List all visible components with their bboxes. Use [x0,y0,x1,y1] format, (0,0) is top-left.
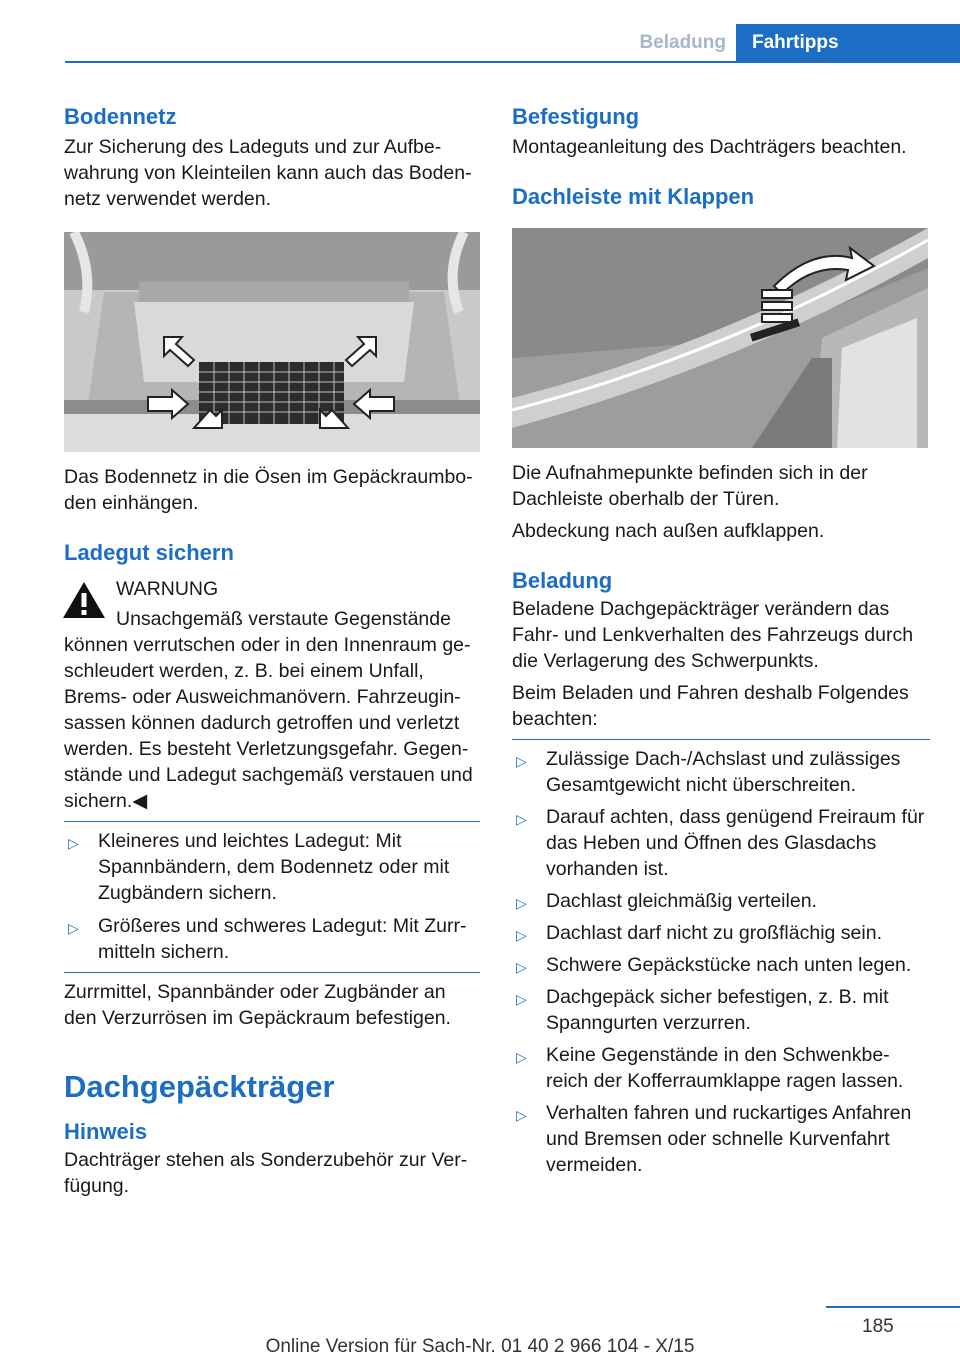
list-item: ▷ Dachlast gleichmäßig verteilen. [512,888,930,914]
heading-dachgepaecktraeger: Dachgepäckträger [64,1069,335,1104]
page-number: 185 [862,1316,894,1337]
triangle-bullet-icon: ▷ [516,991,527,1007]
paragraph-zurrmittel: Zurrmittel, Spannbänder oder Zugbänder an den Verzurrösen im Gepäckraum befestigen. [64,981,451,1029]
list-item: ▷ Größeres und schweres Ladegut: Mit Zurr-mitteln sichern. [68,915,467,963]
heading-ladegut-sichern: Ladegut sichern [64,540,234,565]
list-item: ▷ Schwere Gepäckstücke nach unten legen. [512,952,930,978]
warning-text-rest: können verrutschen oder in den Innenraum ge-schleudert werden, z. B. bei einem Unfall, Brems- oder Ausweichmanövern. Fahrzeugin-sassen können dadurch getroffen und verletzt werden. Es besteht Verletzungsgefahr. Gegen-stände und Ladegut sachgemäß verstauen und sichern.◀ [64,634,473,812]
right-column [512,102,930,1178]
triangle-bullet-icon: ▷ [516,753,527,769]
warning-title: WARNUNG [116,578,219,600]
heading-dachleiste: Dachleiste mit Klappen [512,184,755,209]
footer-online-version: Online Version für Sach-Nr. 01 40 2 966 104 - X/15 [265,1336,695,1357]
triangle-bullet-icon: ▷ [68,835,79,851]
list-item: ▷ Darauf achten, dass genügend Freiraum für das Heben und Öffnen des Glasdachs vorhanden ist. [516,806,925,880]
paragraph-beladung-1: Beladene Dachgepäckträger verändern das Fahr- und Lenkverhalten des Fahrzeugs durch die Verlagerung des Schwerpunkts. [512,598,914,672]
paragraph-abdeckung: Abdeckung nach außen aufklappen. [512,520,825,542]
heading-bodennetz: Bodennetz [64,104,177,129]
footer-divider [826,1306,960,1308]
divider [64,821,480,822]
header-tab-fahrtipps: Fahrtipps [736,24,960,62]
caption-roof-rail: Die Aufnahmepunkte befinden sich in der Dachleiste oberhalb der Türen. [512,462,868,510]
paragraph-befestigung: Montageanleitung des Dachträgers beachten. [512,136,907,158]
list-item: ▷ Dachlast darf nicht zu großflächig sein. [512,920,930,946]
warning-text-first: Unsachgemäß verstaute Gegenstände [116,608,451,630]
beladung-list [512,746,930,1178]
paragraph-bodennetz: Zur Sicherung des Ladeguts und zur Aufbe-wahrung von Kleinteilen kann auch das Boden-netz verwendet werden. [64,136,472,210]
triangle-bullet-icon: ▷ [516,895,527,911]
paragraph-beladung-2: Beim Beladen und Fahren deshalb Folgendes beachten: [512,682,909,730]
triangle-bullet-icon: ▷ [516,927,527,943]
heading-befestigung: Befestigung [512,104,640,129]
list-item: ▷ Zulässige Dach-/Achslast und zulässiges Gesamtgewicht nicht überschreiten. [516,748,901,796]
warning-icon [62,580,106,620]
list-item: ▷ Dachgepäck sicher befestigen, z. B. mit Spanngurten verzurren. [516,986,889,1034]
triangle-bullet-icon: ▷ [516,811,527,827]
heading-beladung: Beladung [512,568,613,593]
triangle-bullet-icon: ▷ [516,1107,527,1123]
divider [64,972,480,973]
list-item: ▷ Keine Gegenstände in den Schwenkbe-reich der Kofferraumklappe ragen lassen. [516,1044,904,1092]
heading-hinweis: Hinweis [64,1119,148,1144]
paragraph-hinweis: Dachträger stehen als Sonderzubehör zur Ver-fügung. [64,1149,468,1197]
divider [512,739,930,740]
left-column [64,102,480,1199]
list-item: ▷ Verhalten fahren und ruckartiges Anfahren und Bremsen oder schnelle Kurvenfahrt vermeiden. [516,1102,912,1176]
trunk-net-image [64,232,480,452]
roof-rail-image [512,228,928,448]
header-tab-beladung: Beladung [639,32,726,53]
triangle-bullet-icon: ▷ [516,959,527,975]
triangle-bullet-icon: ▷ [68,920,79,936]
warning-block [64,576,480,632]
header-divider [65,61,960,63]
caption-trunk-net: Das Bodennetz in die Ösen im Gepäckraumbo-den einhängen. [64,466,473,514]
triangle-bullet-icon: ▷ [516,1049,527,1065]
ladegut-list [64,828,480,965]
list-item: ▷ Kleineres und leichtes Ladegut: Mit Spannbändern, dem Bodennetz oder mit Zugbändern sichern. [68,830,450,904]
